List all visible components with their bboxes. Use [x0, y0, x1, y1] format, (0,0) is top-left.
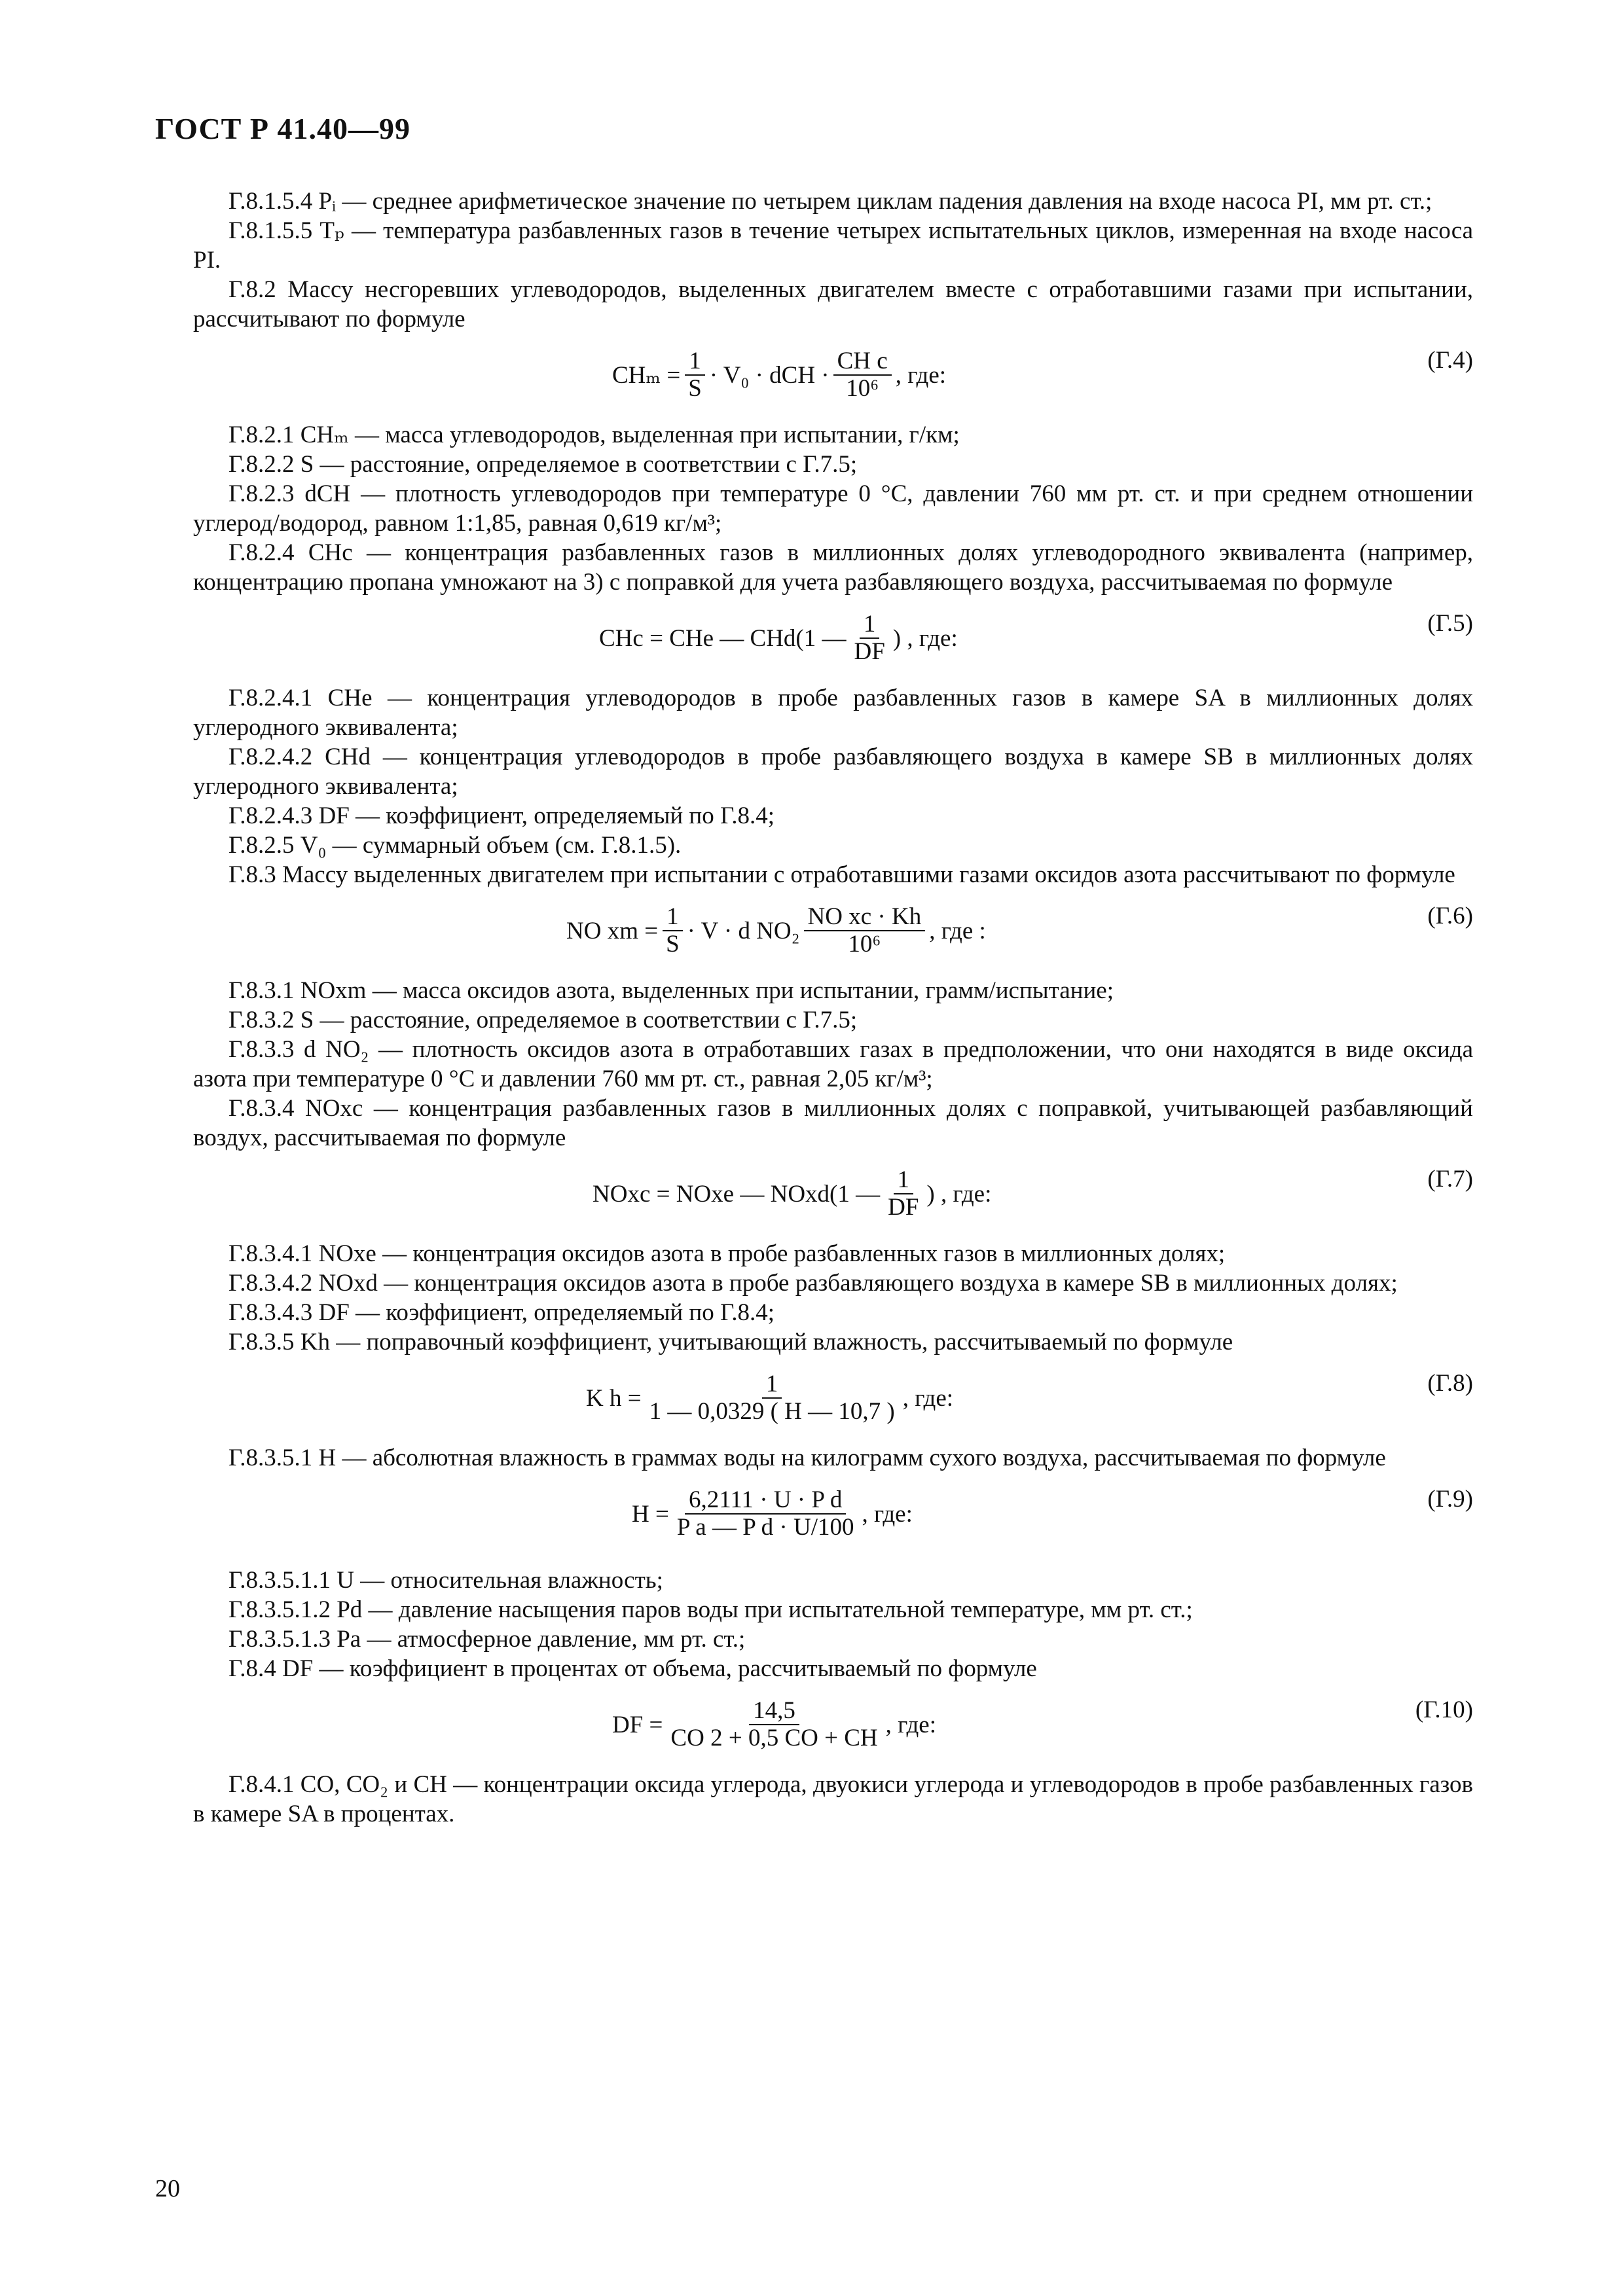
formula-lhs: K h =	[586, 1384, 642, 1412]
paragraph: Г.8.3.2 S — расстояние, определяемое в соответствии с Г.7.5;	[228, 1007, 858, 1033]
paragraph: Г.8.3.5 Kh — поправочный коэффициент, учитывающий влажность, рассчитываемый по формуле	[228, 1329, 1233, 1355]
formula-number: (Г.5)	[1427, 610, 1473, 637]
formula-g6	[193, 899, 1473, 964]
formula-number: (Г.8)	[1427, 1370, 1473, 1397]
formula-g9	[193, 1482, 1473, 1554]
document-header: ГОСТ Р 41.40—99	[155, 112, 410, 145]
paragraph: Г.8.2.4.2 CHd — концентрация углеводородов в пробе разбавляющего воздуха в камере SB в миллионных долях углеродного эквивалента;	[193, 744, 1473, 800]
fraction	[850, 611, 888, 665]
formula-tail: , где:	[862, 1500, 913, 1528]
fraction	[662, 904, 684, 958]
formula-number: (Г.6)	[1427, 903, 1473, 929]
formula-tail: , где :	[929, 917, 986, 944]
fraction-denominator: S	[666, 931, 680, 958]
formula-number: (Г.9)	[1427, 1486, 1473, 1513]
fraction-denominator: 10⁶	[848, 931, 881, 958]
paragraph: Г.8.3.4.3 DF — коэффициент, определяемый по Г.8.4;	[228, 1299, 775, 1326]
formula-g4	[193, 343, 1473, 408]
formula-number: (Г.4)	[1427, 347, 1473, 374]
paragraph: Г.8.2.4 CHc — концентрация разбавленных газов в миллионных долях углеводородного эквивалента (например, концентрацию пропана умножают на 3) с поправкой для учета разбавляющего воздуха, рассчитываемая по формуле	[193, 539, 1473, 596]
formula-middle: · V · d NO₂	[687, 917, 800, 944]
paragraph: Г.8.3.5.1.3 Pa — атмосферное давление, мм рт. ст.;	[228, 1626, 746, 1653]
fraction	[684, 348, 706, 402]
paragraph: Г.8.1.5.5 Tₚ — температура разбавленных газов в течение четырех испытательных циклов, измеренная на входе насоса PI.	[193, 217, 1473, 274]
paragraph: Г.8.2 Массу несгоревших углеводородов, выделенных двигателем вместе с отработавшими газами при испытании, рассчитывают по формуле	[193, 276, 1473, 332]
paragraph: Г.8.3.5.1 H — абсолютная влажность в граммах воды на килограмм сухого воздуха, рассчитываемая по формуле	[228, 1444, 1386, 1471]
formula-middle: · V₀ · dCH ·	[709, 361, 830, 389]
fraction-numerator: 1	[663, 904, 683, 931]
fraction-numerator: 6,2111 · U · P d	[685, 1487, 846, 1515]
paragraph: Г.8.1.5.4 Pᵢ — среднее арифметическое значение по четырем циклам падения давления на входе насоса PI, мм рт. ст.;	[228, 188, 1432, 215]
document-body	[193, 187, 1473, 1829]
formula-number: (Г.7)	[1427, 1166, 1473, 1193]
formula-g10	[193, 1693, 1473, 1758]
paragraph: Г.8.3.4.1 NOxe — концентрация оксидов азота в пробе разбавленных газов в миллионных долях;	[228, 1240, 1226, 1267]
formula-lhs: CHₘ =	[612, 361, 681, 389]
fraction	[884, 1167, 922, 1221]
paragraph: Г.8.4 DF — коэффициент в процентах от объема, рассчитываемый по формуле	[228, 1655, 1037, 1682]
paragraph: Г.8.3.1 NOxm — масса оксидов азота, выделенных при испытании, грамм/испытание;	[228, 977, 1114, 1004]
fraction	[673, 1487, 858, 1541]
paragraph: Г.8.2.5 V₀ — суммарный объем (см. Г.8.1.5).	[228, 832, 682, 859]
formula-g8	[193, 1366, 1473, 1431]
fraction	[646, 1371, 899, 1425]
formula-tail: , где:	[885, 1711, 936, 1738]
formula-lhs: H =	[632, 1500, 669, 1528]
paragraph: Г.8.2.1 CHₘ — масса углеводородов, выделенная при испытании, г/км;	[228, 422, 960, 448]
fraction-denominator: S	[688, 375, 702, 402]
fraction-denominator: DF	[888, 1194, 919, 1221]
paragraph: Г.8.2.4.1 CHe — концентрация углеводородов в пробе разбавленных газов в камере SA в миллионных долях углеродного эквивалента;	[193, 685, 1473, 741]
fraction-numerator: 1	[860, 611, 880, 639]
paragraph: Г.8.4.1 CO, CO₂ и CH — концентрации оксида углерода, двуокиси углерода и углеводородов в пробе разбавленных газов в камере SA в процентах.	[193, 1771, 1473, 1827]
paragraph: Г.8.2.2 S — расстояние, определяемое в соответствии с Г.7.5;	[228, 451, 858, 478]
paragraph: Г.8.3.4 NOxc — концентрация разбавленных газов в миллионных долях с поправкой, учитывающей разбавляющий воздух, рассчитываемая по формуле	[193, 1095, 1473, 1151]
formula-lhs: CHc = CHe — CHd(1 —	[599, 624, 847, 652]
paragraph: Г.8.3 Массу выделенных двигателем при испытании с отработавшими газами оксидов азота рассчитывают по формуле	[228, 861, 1455, 888]
paragraph: Г.8.3.3 d NO₂ — плотность оксидов азота в отработавших газах в предположении, что они находятся в виде оксида азота при температуре 0 °С и давлении 760 мм рт. ст., равная 2,05 кг/м³;	[193, 1036, 1473, 1092]
fraction-numerator: 1	[894, 1167, 914, 1194]
fraction	[833, 348, 892, 402]
formula-lhs: NOxc = NOxe — NOxd(1 —	[593, 1180, 881, 1208]
paragraph: Г.8.3.5.1.2 Pd — давление насыщения паров воды при испытательной температуре, мм рт. ст.;	[228, 1596, 1193, 1623]
fraction-denominator: 1 — 0,0329 ( H — 10,7 )	[649, 1398, 895, 1425]
fraction	[804, 904, 926, 958]
formula-tail: ) , где:	[892, 624, 958, 652]
fraction-denominator: DF	[854, 638, 885, 665]
fraction-numerator: 1	[685, 348, 705, 376]
formula-g5	[193, 606, 1473, 672]
formula-lhs: NO xm =	[566, 917, 659, 944]
paragraph: Г.8.3.5.1.1 U — относительная влажность;	[228, 1567, 663, 1594]
page-number: 20	[155, 2175, 180, 2202]
fraction-numerator: 14,5	[749, 1698, 799, 1725]
paragraph: Г.8.3.4.2 NOxd — концентрация оксидов азота в пробе разбавляющего воздуха в камере SB в миллионных долях;	[228, 1270, 1398, 1297]
formula-tail: ) , где:	[926, 1180, 992, 1208]
formula-number: (Г.10)	[1415, 1696, 1473, 1723]
formula-tail: , где:	[895, 361, 947, 389]
formula-lhs: DF =	[612, 1711, 663, 1738]
fraction-denominator: CO 2 + 0,5 CO + CH	[670, 1725, 878, 1751]
formula-tail: , где:	[902, 1384, 954, 1412]
fraction-denominator: P a — P d · U/100	[676, 1514, 854, 1541]
fraction	[666, 1698, 881, 1751]
paragraph: Г.8.2.3 dCH — плотность углеводородов при температуре 0 °С, давлении 760 мм рт. ст. и при среднем отношении углерод/водород, равном 1:1,85, равная 0,619 кг/м³;	[193, 480, 1473, 537]
fraction-numerator: NO xc · Kh	[804, 904, 926, 931]
fraction-numerator: CH c	[833, 348, 892, 376]
formula-g7	[193, 1162, 1473, 1227]
fraction-numerator: 1	[762, 1371, 782, 1399]
paragraph: Г.8.2.4.3 DF — коэффициент, определяемый по Г.8.4;	[228, 802, 775, 829]
fraction-denominator: 10⁶	[846, 375, 879, 402]
